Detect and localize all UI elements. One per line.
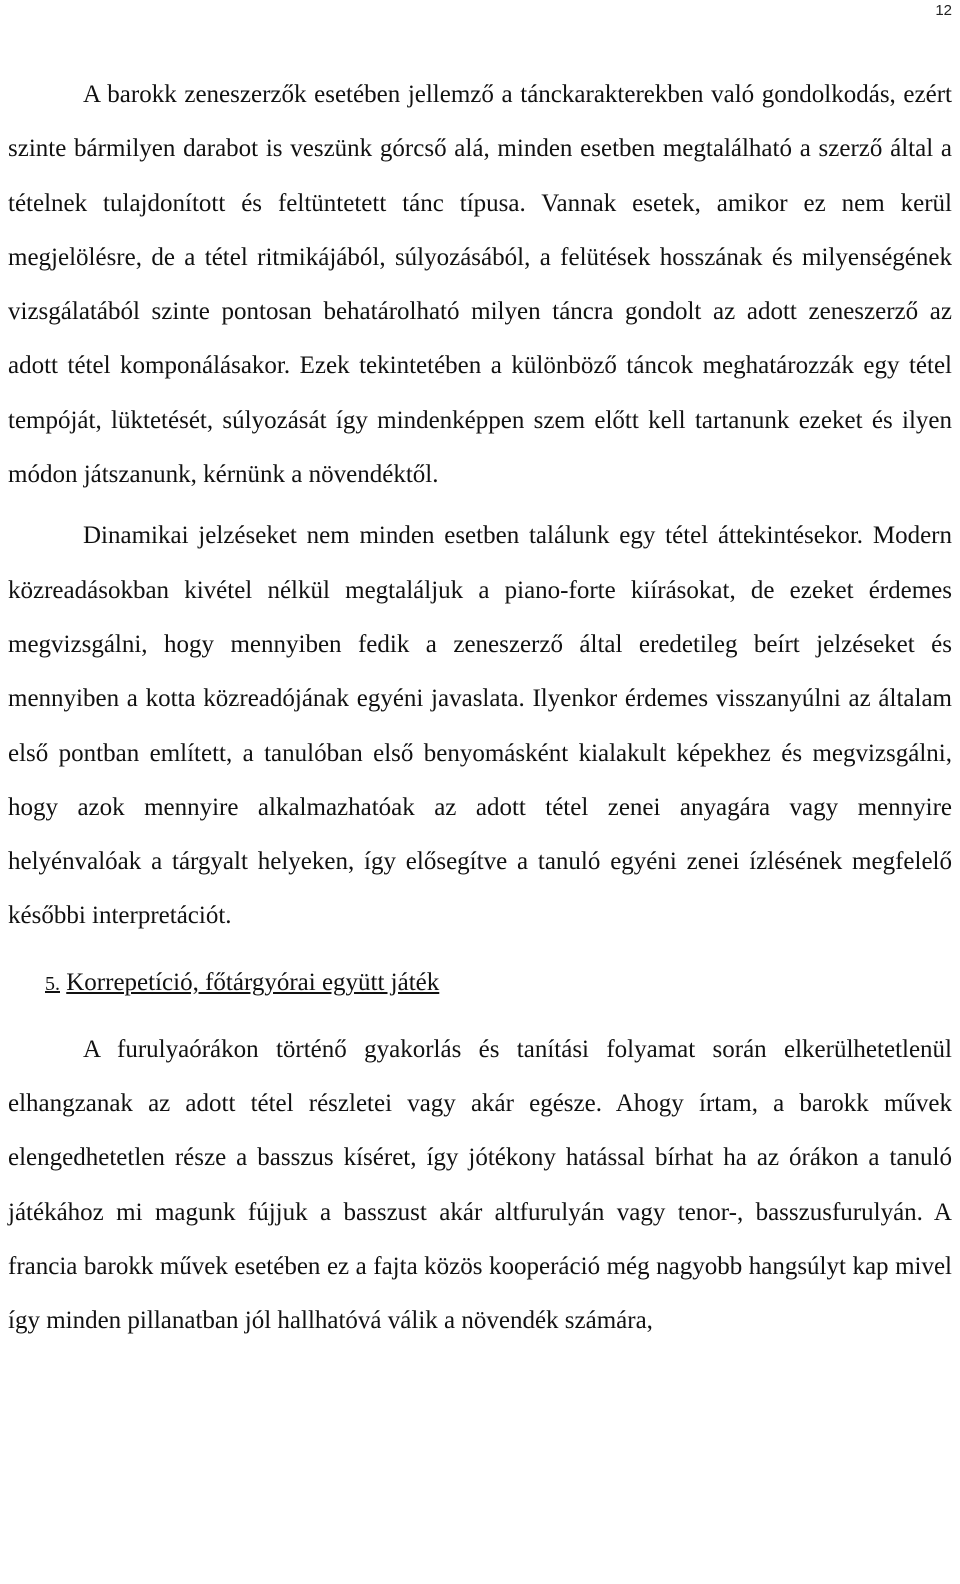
paragraph-dance-characters: A barokk zeneszerzők esetében jellemző a tánckarakterekben való gondolkodás, ezért szinte bármilyen darabot is veszünk górcső alá, minden esetben megtalálható a szerző által a tételnek tulajdonított és feltüntetett tánc típusa. Vannak esetek, amikor ez nem kerül megjelölésre, de a tétel ritmikájából, súlyozásából, a felütések hosszának és milyenségének vizsgálatából szinte pontosan behatárolható milyen táncra gondolt az adott zeneszerző az adott tétel komponálásakor. Ezek tekintetében a különböző táncok meghatározzák egy tétel tempóját, lüktetését, súlyozását így mindenképpen szem előtt kell tartanunk ezeket és ilyen módon játszanunk, kérnünk a növendéktől. bbox=[8, 81, 952, 489]
paragraph-dynamics: Dinamikai jelzéseket nem minden esetben találunk egy tétel áttekintésekor. Modern közreadásokban kivétel nélkül megtaláljuk a piano-forte kiírásokat, de ezeket érdemes megvizsgálni, hogy mennyiben fedik a zeneszerző által eredetileg beírt jelzéseket és mennyiben a kotta közreadójának egyéni javaslata. Ilyenkor érdemes visszanyúlni az általam első pontban említett, a tanulóban első benyomásként kialakult képekhez és megvizsgálni, hogy azok mennyire alkalmazhatóak az adott tétel zenei anyagára vagy mennyire helyénvalóak a tárgyalt helyeken, így elősegítve a tanuló egyéni zenei ízlésének megfelelő későbbi interpretációt. bbox=[8, 522, 952, 930]
document-body bbox=[8, 68, 952, 1349]
section-title: Korrepetíció, főtárgyórai együtt játék bbox=[66, 968, 440, 996]
section-number: 5. bbox=[45, 972, 60, 995]
page-number: 12 bbox=[935, 2, 952, 19]
paragraph-correpetition: A furulyaórákon történő gyakorlás és tanítási folyamat során elkerülhetetlenül elhangzanak az adott tétel részletei vagy akár egésze. Ahogy írtam, a barokk művek elengedhetetlen része a basszus kíséret, így jótékony hatással bírhat ha az órákon a tanuló játékához mi magunk fújjuk a basszust akár altfurulyán vagy tenor-, basszusfurulyán. A francia barokk művek esetében ez a fajta közös kooperáció még nagyobb hangsúlyt kap mivel így minden pillanatban jól hallhatóvá válik a növendék számára, bbox=[8, 1035, 952, 1335]
section-heading bbox=[8, 956, 952, 1011]
